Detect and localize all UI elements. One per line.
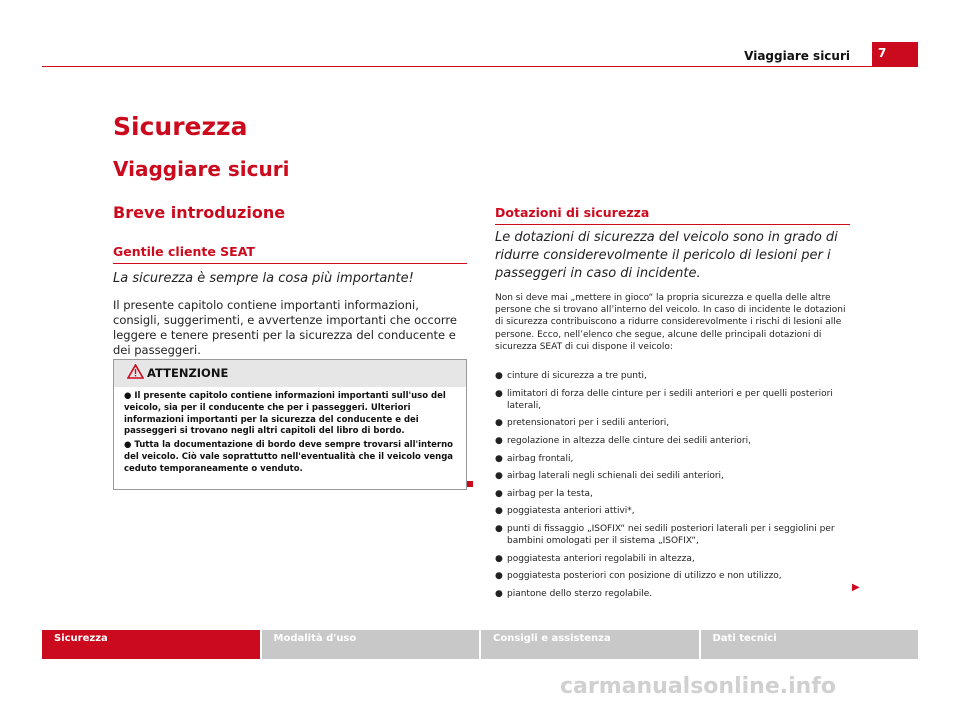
section-title-gentile-cliente: Gentile cliente SEAT — [113, 244, 467, 264]
continue-arrow-icon: ▶ — [852, 582, 860, 593]
tab-modalita-duso[interactable]: Modalità d'uso — [262, 630, 480, 659]
list-item-text: punti di fissaggio „ISOFIX“ nei sedili posteriori laterali per i seggiolini per bambini omologati per il sistema „ISOFIX“, — [507, 523, 835, 547]
list-item: ● airbag per la testa, — [495, 488, 593, 499]
list-item: ● poggiatesta anteriori regolabili in altezza, — [495, 553, 695, 564]
left-lead-text: La sicurezza è sempre la cosa più importante! — [113, 271, 414, 286]
header-rule — [42, 66, 918, 67]
list-item: ● airbag laterali negli schienali dei sedili anteriori, — [495, 471, 724, 482]
list-item-text: poggiatesta anteriori attivi*, — [507, 506, 635, 517]
chapter-subtitle: Viaggiare sicuri — [113, 157, 290, 181]
section-title-dotazioni: Dotazioni di sicurezza — [495, 205, 850, 225]
safety-equipment-list — [495, 370, 850, 606]
warning-triangle-icon — [127, 364, 144, 383]
warning-list — [124, 391, 462, 478]
left-body-text: Il presente capitolo contiene importanti informazioni, consigli, suggerimenti, e avvertenze importanti che occorre leggere e tenere presenti per la sicurezza del conducente e dei passeggeri. — [113, 298, 457, 357]
intro-heading: Breve introduzione — [113, 203, 286, 222]
list-item-text: poggiatesta anteriori regolabili in altezza, — [507, 553, 695, 564]
section-end-marker — [467, 481, 473, 487]
list-item: ● poggiatesta anteriori attivi*, — [495, 506, 635, 517]
running-title: Viaggiare sicuri — [744, 49, 850, 63]
list-item-text: limitatori di forza delle cinture per i sedili anteriori e per quelli posteriori laterali, — [507, 388, 833, 411]
right-body-text: Non si deve mai „mettere in gioco“ la propria sicurezza e quella delle altre persone che si trovano all’interno del veicolo. In caso di incidente le dotazioni di sicurezza contribuiscono a ridurre considerevolmente i rischi di lesioni alle persone. Ecco, nell’elenco che segue, alcune delle principali dotazioni di sicurezza SEAT di cui dispone il veicolo: — [495, 293, 846, 352]
tab-dati-tecnici[interactable]: Dati tecnici — [701, 630, 919, 659]
list-item-text: airbag laterali negli schienali dei sedili anteriori, — [507, 471, 724, 482]
watermark: carmanualsonline.info — [560, 674, 836, 699]
chapter-title: Sicurezza — [113, 112, 248, 141]
list-item-text: pretensionatori per i sedili anteriori, — [507, 418, 670, 429]
list-item: ● airbag frontali, — [495, 453, 574, 464]
warning-box — [113, 359, 467, 490]
list-item: ● punti di fissaggio „ISOFIX“ nei sedili posteriori laterali per i seggiolini per bambini omologati per il sistema „ISOFIX“, — [495, 523, 835, 547]
warning-header — [114, 360, 466, 387]
list-item-text: poggiatesta posteriori con posizione di utilizzo e non utilizzo, — [507, 571, 782, 582]
list-item-text: airbag per la testa, — [507, 488, 593, 499]
tab-consigli-assistenza[interactable]: Consigli e assistenza — [481, 630, 699, 659]
warning-item-text: Il presente capitolo contiene informazioni importanti sull'uso del veicolo, sia per il conducente che per i passeggeri. Ulteriori informazioni importanti per la sicurezza del conducente e dei passeggeri si trovano negli altri capitoli del libro di bordo. — [124, 391, 446, 437]
list-item-text: airbag frontali, — [507, 453, 574, 464]
list-item: ● limitatori di forza delle cinture per i sedili anteriori e per quelli posteriori laterali, — [495, 388, 833, 411]
tab-sicurezza[interactable]: Sicurezza — [42, 630, 260, 659]
warning-item: ● Il presente capitolo contiene informazioni importanti sull'uso del veicolo, sia per il conducente che per i passeggeri. Ulteriori informazioni importanti per la sicurezza del conducente e dei passeggeri si trovano negli altri capitoli del libro di bordo. — [124, 391, 446, 437]
footer-tabs — [42, 630, 918, 659]
warning-item: ● Tutta la documentazione di bordo deve sempre trovarsi all'interno del veicolo. Ciò vale soprattutto nell'eventualità che il veicolo venga ceduto temporaneamente o venduto. — [124, 440, 454, 474]
list-item-text: regolazione in altezza delle cinture dei sedili anteriori, — [507, 435, 751, 446]
warning-title: ATTENZIONE — [147, 366, 229, 380]
list-item: ● regolazione in altezza delle cinture dei sedili anteriori, — [495, 435, 751, 446]
page-number: 7 — [872, 42, 918, 67]
list-item-text: cinture di sicurezza a tre punti, — [507, 371, 647, 381]
list-item: ● poggiatesta posteriori con posizione di utilizzo e non utilizzo, — [495, 571, 782, 582]
warning-item-text: Tutta la documentazione di bordo deve sempre trovarsi all'interno del veicolo. Ciò vale soprattutto nell'eventualità che il veicolo venga ceduto temporaneamente o venduto. — [124, 440, 454, 474]
list-item: ● cinture di sicurezza a tre punti, — [495, 371, 647, 381]
list-item-text: piantone dello sterzo regolabile. — [507, 588, 653, 599]
list-item: ● pretensionatori per i sedili anteriori, — [495, 418, 670, 429]
right-lead-text: Le dotazioni di sicurezza del veicolo sono in grado di ridurre considerevolmente il pericolo di lesioni per i passeggeri in caso di incidente. — [495, 230, 838, 281]
list-item: ● piantone dello sterzo regolabile. — [495, 588, 653, 599]
